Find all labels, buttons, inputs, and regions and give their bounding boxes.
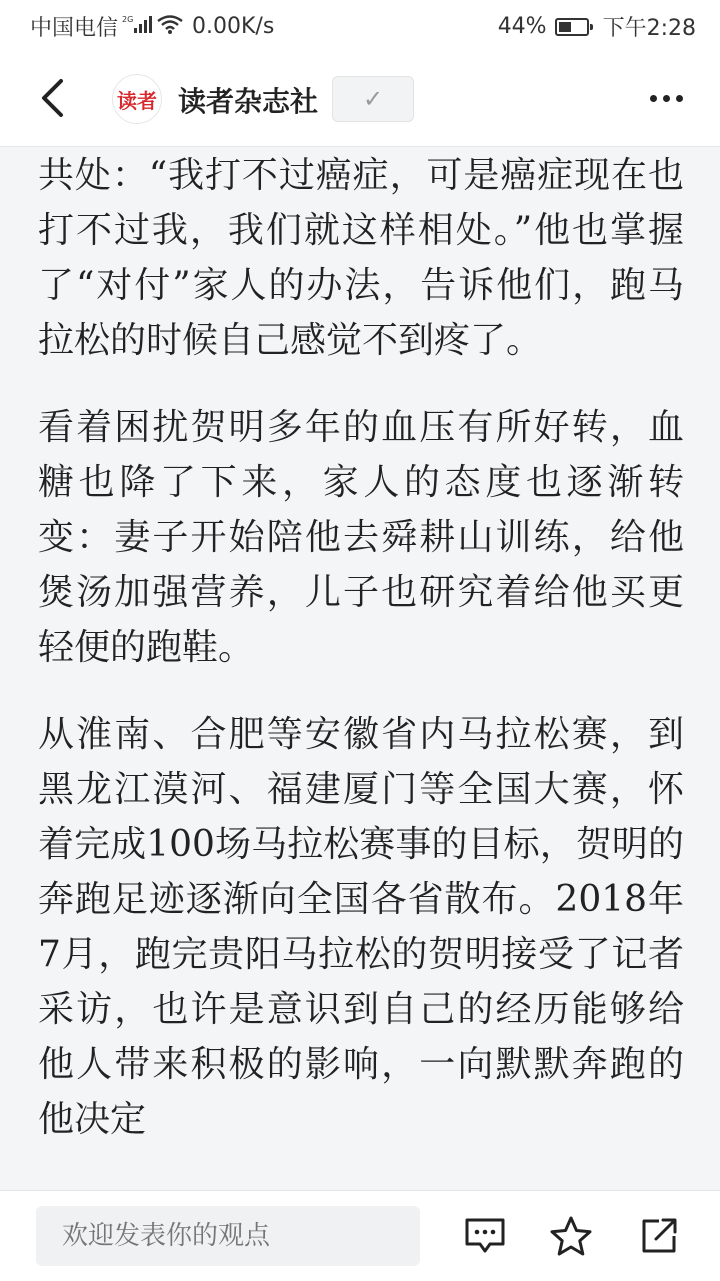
check-icon: ✓ — [362, 85, 384, 113]
comments-button[interactable] — [462, 1213, 508, 1259]
net-speed: 0.00K/s — [192, 14, 275, 39]
back-button[interactable] — [30, 76, 74, 120]
favorite-button[interactable] — [548, 1213, 594, 1259]
publisher-name[interactable]: 读者杂志社 — [178, 86, 319, 117]
battery-icon — [555, 18, 589, 36]
status-right — [498, 11, 696, 42]
article-body — [0, 148, 720, 1190]
bottom-action-bar — [0, 1190, 720, 1281]
top-nav — [0, 50, 720, 147]
more-dot-icon — [663, 95, 670, 102]
chevron-left-icon — [39, 78, 65, 118]
followed-button[interactable] — [332, 76, 414, 122]
comment-input[interactable] — [36, 1206, 420, 1266]
article-paragraph: 看着困扰贺明多年的血压有所好转，血糖也降了下来，家人的态度也逐渐转变：妻子开始陪他去舜耕山训练，给他煲汤加强营养，儿子也研究着给他买更轻便的跑鞋。 — [38, 407, 684, 668]
svg-text:2G: 2G — [122, 14, 134, 24]
clock: 下午2:28 — [602, 16, 696, 41]
signal-icon — [122, 14, 152, 40]
star-icon — [549, 1215, 593, 1257]
status-left — [30, 11, 274, 42]
share-icon — [639, 1216, 679, 1256]
more-options-button[interactable] — [642, 80, 690, 116]
more-dot-icon — [650, 95, 657, 102]
publisher-logo[interactable] — [112, 74, 162, 124]
battery-percent: 44% — [497, 14, 547, 39]
wifi-icon — [156, 14, 184, 40]
article-paragraph: 从淮南、合肥等安徽省内马拉松赛，到黑龙江漠河、福建厦门等全国大赛，怀着完成100场马拉松赛事的目标，贺明的奔跑足迹逐渐向全国各省散布。2018年7月，跑完贵阳马拉松的贺明接受了记者采访，也许是意识到自己的经历能够给他人带来积极的影响，一向默默奔跑的他决定 — [38, 714, 684, 1140]
comment-icon — [464, 1216, 506, 1256]
article-paragraph: 共处：“我打不过癌症，可是癌症现在也打不过我，我们就这样相处。”他也掌握了“对付”家人的办法，告诉他们，跑马拉松的时候自己感觉不到疼了。 — [38, 155, 684, 361]
logo-text: 读者 — [117, 88, 157, 113]
carrier-label: 中国电信 — [30, 16, 119, 41]
more-dot-icon — [676, 95, 683, 102]
status-bar — [0, 0, 720, 50]
share-button[interactable] — [636, 1213, 682, 1259]
